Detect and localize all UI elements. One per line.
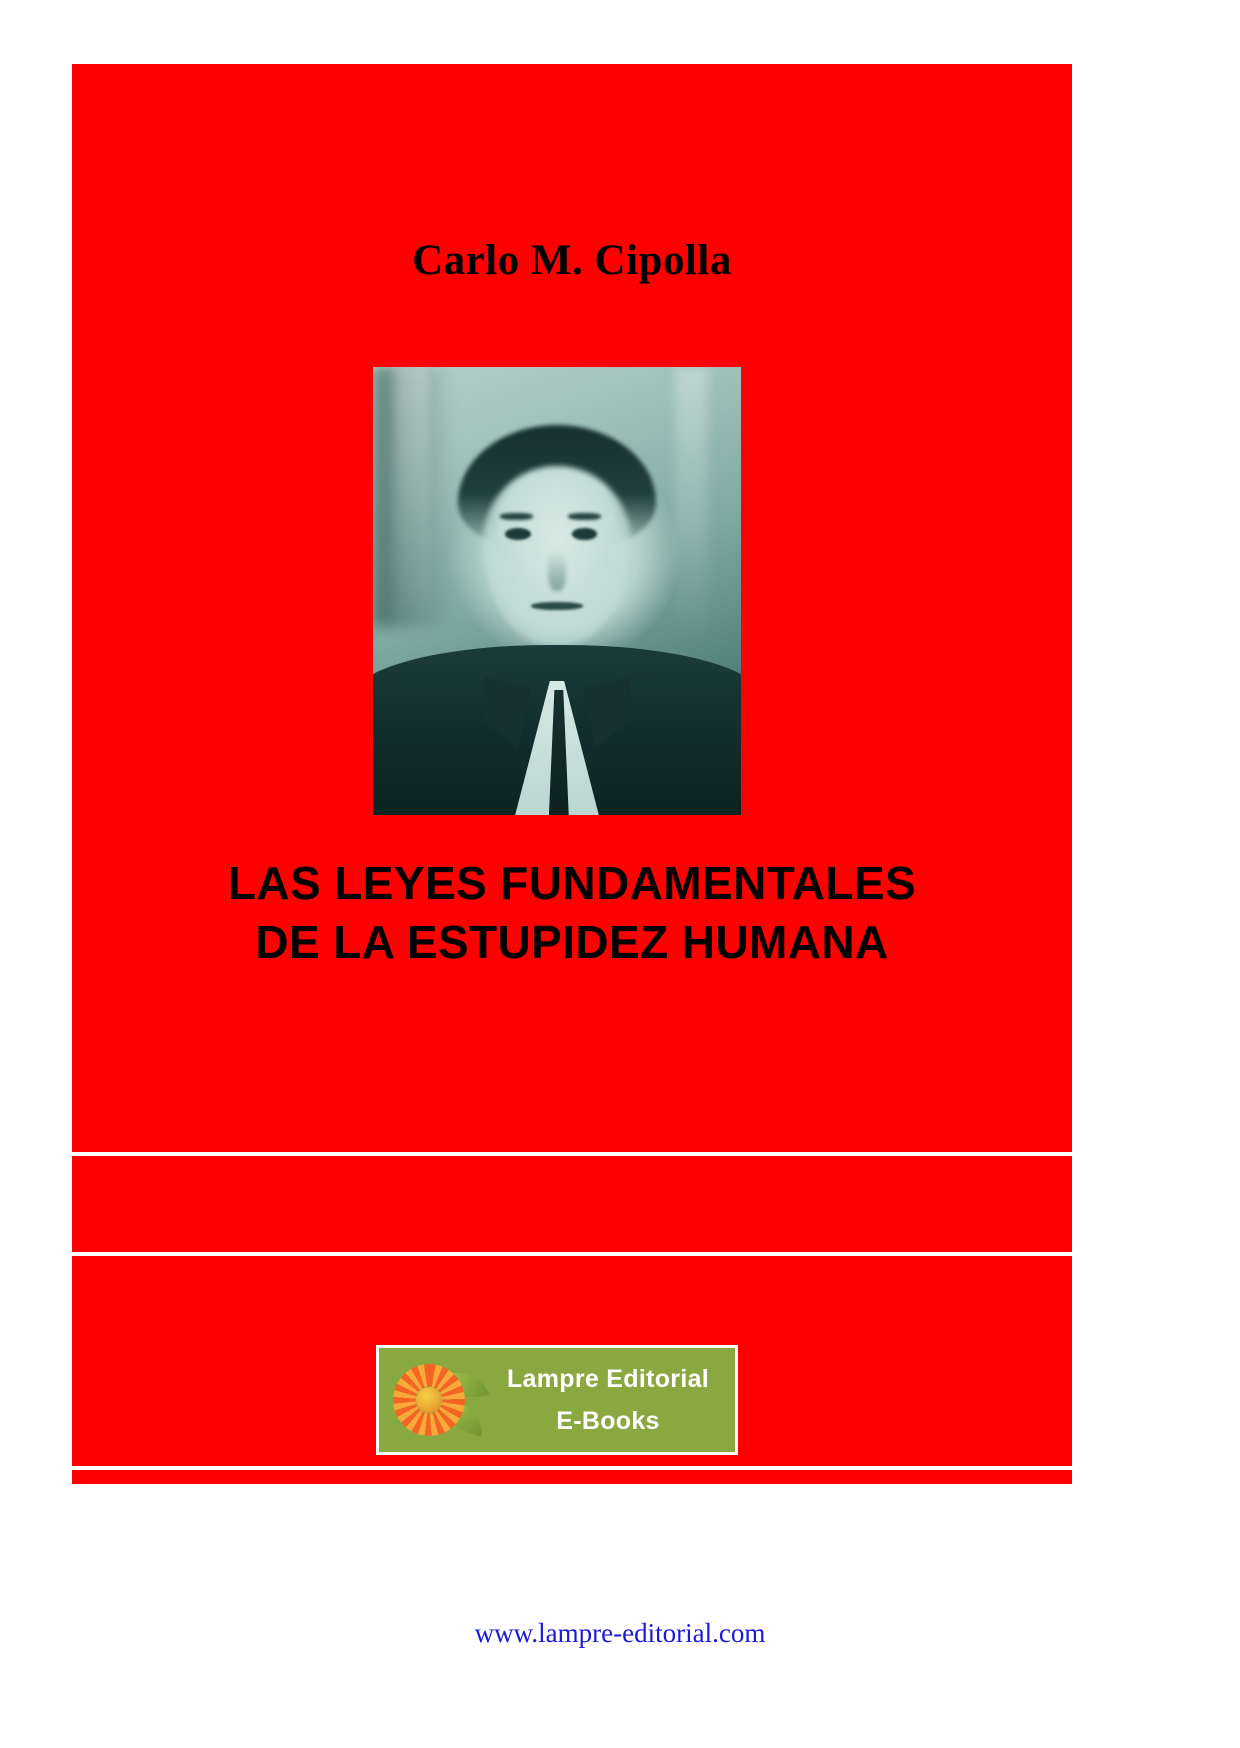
publisher-logo — [376, 1345, 738, 1455]
portrait-nose — [548, 551, 566, 591]
portrait-eye — [505, 528, 531, 540]
portrait-eye — [572, 528, 598, 540]
book-title-line-2: DE LA ESTUPIDEZ HUMANA — [255, 915, 889, 968]
book-title — [72, 854, 1072, 972]
divider-band-middle — [72, 1252, 1072, 1256]
publisher-name: Lampre Editorial — [506, 1364, 710, 1393]
book-cover — [72, 64, 1072, 1484]
portrait-background-streak — [675, 367, 708, 645]
author-portrait — [373, 367, 741, 815]
portrait-image — [373, 367, 741, 815]
portrait-eyebrow — [568, 513, 601, 520]
publisher-website-link[interactable]: www.lampre-editorial.com — [474, 1618, 766, 1648]
divider-band-bottom — [72, 1466, 1072, 1470]
divider-band-top — [72, 1152, 1072, 1156]
author-name: Carlo M. Cipolla — [412, 237, 732, 284]
flower-center — [416, 1387, 442, 1413]
portrait-mouth — [531, 602, 583, 610]
publisher-logo-text — [487, 1365, 735, 1436]
logo-mark — [379, 1348, 487, 1452]
flower-icon — [393, 1364, 465, 1436]
portrait-eyebrow — [500, 513, 533, 520]
publisher-format: E-Books — [556, 1406, 660, 1435]
portrait-background-streak — [395, 367, 428, 645]
book-title-line-1: LAS LEYES FUNDAMENTALES — [227, 857, 917, 909]
